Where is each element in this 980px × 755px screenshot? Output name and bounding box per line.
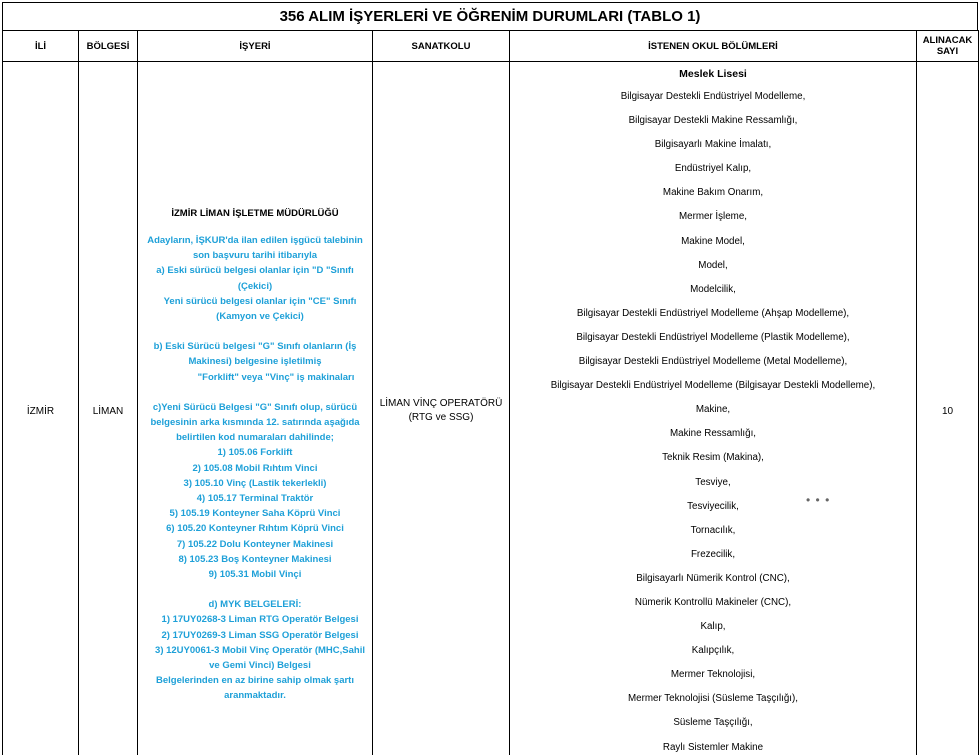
list-item: Bilgisayar Destekli Endüstriyel Modelleme (Bilgisayar Destekli Modelleme),: [550, 380, 876, 392]
req-d-title: d) MYK BELGELERİ:: [208, 599, 302, 611]
list-item: Bilgisayar Destekli Endüstriyel Modelleme (Ahşap Modelleme),: [576, 307, 850, 319]
header-sayi-line2: SAYI: [936, 46, 959, 57]
list-item: Tornacılık,: [690, 524, 736, 536]
list-item: Makine,: [695, 404, 731, 416]
req-closing: Belgelerinden en az birine sahip olmak şartı aranmaktadır.: [156, 675, 354, 702]
list-item: Frezecilik,: [690, 548, 736, 560]
req-code-9: 9) 105.31 Mobil Vinçi: [208, 568, 302, 580]
list-item: Makine Model,: [681, 235, 745, 247]
more-indicator: • • •: [806, 493, 831, 507]
header-il: İLİ: [3, 31, 79, 62]
list-item: Tesviyecilik,: [687, 500, 739, 512]
list-item: Mermer Teknolojisi (Süsleme Taşçılığı),: [627, 693, 799, 705]
list-item: Mermer İşleme,: [678, 211, 748, 223]
req-code-7: 7) 105.22 Dolu Konteyner Makinesi: [176, 538, 334, 550]
recruitment-table: [2, 30, 979, 755]
req-c-intro: c)Yeni Sürücü Belgesi "G" Sınıfı olup, sürücü belgesinin arka kısmında 12. satırında aşağıda belirtilen kod numaraları dahilinde;: [150, 401, 360, 444]
list-item: Tesviye,: [695, 476, 731, 488]
list-item: Nümerik Kontrollü Makineler (CNC),: [634, 596, 792, 608]
header-isyeri: İŞYERİ: [138, 31, 373, 62]
list-item: Bilgisayarlı Makine İmalatı,: [654, 139, 772, 151]
req-code-6: 6) 105.20 Konteyner Rıhtım Köprü Vinci: [166, 523, 344, 535]
list-item: Bilgisayar Destekli Makine Ressamlığı,: [628, 115, 798, 127]
req-code-2: 2) 105.08 Mobil Rıhtım Vinci: [192, 462, 318, 474]
header-sanatkolu: SANATKOLU: [373, 31, 510, 62]
list-item: Bilgisayar Destekli Endüstriyel Modelleme (Plastik Modelleme),: [576, 331, 850, 343]
list-item: Mermer Teknolojisi,: [670, 669, 756, 681]
req-a1: a) Eski sürücü belgesi olanlar için "D "Sınıfı (Çekici): [156, 265, 354, 292]
header-row: [3, 31, 979, 62]
req-a2: Yeni sürücü belgesi olanlar için "CE" Sınıfı (Kamyon ve Çekici): [163, 295, 357, 323]
header-bolge: BÖLGESİ: [79, 31, 138, 62]
list-item: Bilgisayar Destekli Endüstriyel Modelleme (Metal Modelleme),: [578, 356, 848, 368]
requirements-text: [142, 233, 368, 703]
req-intro: Adayların, İŞKUR'da ilan edilen işgücü talebinin son başvuru tarihi itibarıyla: [147, 235, 363, 262]
req-b2: "Forklift" veya "Vinç" iş makinaları: [197, 371, 355, 383]
req-code-4: 4) 105.17 Terminal Traktör: [196, 492, 314, 504]
list-item: Süsleme Taşçılığı,: [673, 717, 753, 729]
req-code-8: 8) 105.23 Boş Konteyner Makinesi: [178, 553, 332, 565]
list-item: Kalıpçılık,: [691, 645, 735, 657]
req-code-3: 3) 105.10 Vinç (Lastik tekerlekli): [183, 477, 327, 489]
cell-sanatkolu: [373, 62, 510, 755]
list-item: Makine Bakım Onarım,: [662, 187, 764, 199]
employer-name: İZMİR LİMAN İŞLETME MÜDÜRLÜĞÜ: [171, 208, 339, 220]
list-item: Modelcilik,: [690, 283, 736, 295]
list-item: Endüstriyel Kalıp,: [674, 163, 752, 175]
list-item: Bilgisayar Destekli Endüstriyel Modelleme,: [620, 91, 806, 102]
header-sayi-line1: ALINACAK: [922, 35, 973, 46]
cell-il: İZMİR: [3, 62, 79, 755]
list-item: Bilgisayarlı Nümerik Kontrol (CNC),: [636, 572, 790, 584]
cell-bolge: LİMAN: [79, 62, 138, 755]
req-b1: b) Eski Sürücü belgesi "G" Sınıfı olanların (İş Makinesi) belgesine işletilmiş: [153, 341, 357, 368]
req-code-5: 5) 105.19 Konteyner Saha Köprü Vinci: [169, 508, 341, 520]
req-myk-2: 2) 17UY0269-3 Liman SSG Operatör Belgesi: [161, 629, 359, 641]
list-item: Kalıp,: [700, 621, 726, 633]
header-sayi: [917, 31, 979, 62]
list-item: Raylı Sistemler Makine: [662, 741, 764, 753]
req-myk-3: 3) 12UY0061-3 Mobil Vinç Operatör (MHC,Sahil ve Gemi Vinci) Belgesi: [155, 644, 365, 671]
page-title: 356 ALIM İŞYERLERİ VE ÖĞRENİM DURUMLARI (TABLO 1): [2, 2, 978, 30]
header-bolumler: İSTENEN OKUL BÖLÜMLERİ: [510, 31, 917, 62]
req-code-1: 1) 105.06 Forklift: [217, 447, 293, 459]
bolum-list: [513, 86, 913, 755]
cell-bolumler: [510, 62, 917, 755]
table-row: [3, 62, 979, 755]
list-item: Makine Ressamlığı,: [669, 428, 757, 440]
list-item: Model,: [698, 259, 728, 271]
req-myk-1: 1) 17UY0268-3 Liman RTG Operatör Belgesi: [161, 614, 359, 626]
bolum-header: Meslek Lisesi: [679, 68, 747, 80]
req-b2-clipped: [142, 370, 368, 385]
cell-sayi: 10: [917, 62, 979, 755]
sanatkolu-line1: LİMAN VİNÇ OPERATÖRÜ: [379, 398, 503, 410]
cell-isyeri: [138, 62, 373, 755]
sanatkolu-line2: (RTG ve SSG): [408, 412, 474, 424]
list-item: Teknik Resim (Makina),: [662, 452, 764, 464]
